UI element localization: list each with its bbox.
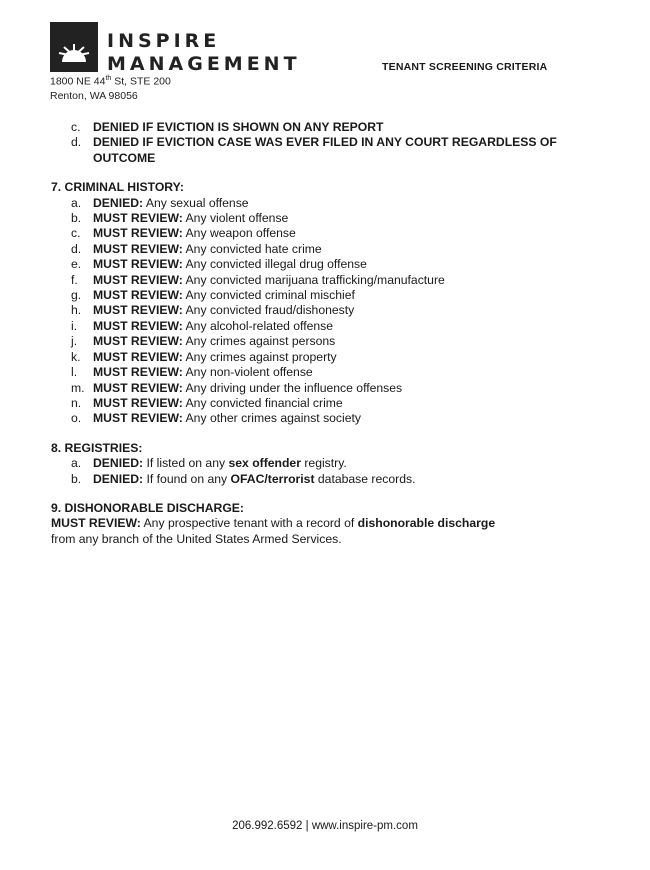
document-title: TENANT SCREENING CRITERIA bbox=[382, 61, 548, 73]
list-item: e. MUST REVIEW: Any convicted illegal drug offense bbox=[71, 257, 367, 272]
list-item: g. MUST REVIEW: Any convicted criminal mischief bbox=[71, 288, 355, 303]
list-item: k. MUST REVIEW: Any crimes against property bbox=[71, 349, 337, 364]
address-line2: Renton, WA 98056 bbox=[50, 90, 138, 102]
list-item: m. MUST REVIEW: Any driving under the influence offenses bbox=[71, 380, 403, 395]
criminal-history-list bbox=[51, 196, 611, 427]
dishonorable-discharge-heading: 9. DISHONORABLE DISCHARGE: bbox=[51, 500, 244, 515]
list-marker: d. bbox=[71, 135, 82, 150]
list-item: l. MUST REVIEW: Any non-violent offense bbox=[71, 365, 313, 380]
brand-name-line1: INSPIRE bbox=[107, 30, 221, 52]
registries-heading: 8. REGISTRIES: bbox=[51, 440, 143, 455]
list-item: a. DENIED: Any sexual offense bbox=[71, 195, 249, 210]
list-item: o. MUST REVIEW: Any other crimes against society bbox=[71, 411, 361, 426]
list-item: i. MUST REVIEW: Any alcohol-related offense bbox=[71, 318, 334, 333]
list-item: h. MUST REVIEW: Any convicted fraud/dishonesty bbox=[71, 303, 355, 318]
address-line1: 1800 NE 44th St, STE 200 bbox=[50, 75, 171, 88]
list-item: b. DENIED: If found on any OFAC/terrorist database records. bbox=[71, 471, 416, 486]
list-item: f. MUST REVIEW: Any convicted marijuana trafficking/manufacture bbox=[71, 272, 445, 287]
list-item: b. MUST REVIEW: Any violent offense bbox=[71, 211, 289, 226]
criminal-history-heading: 7. CRIMINAL HISTORY: bbox=[51, 180, 184, 195]
list-item: a. DENIED: If listed on any sex offender registry. bbox=[71, 456, 347, 471]
list-item: j. MUST REVIEW: Any crimes against persons bbox=[71, 334, 336, 349]
list-item: c. MUST REVIEW: Any weapon offense bbox=[71, 226, 296, 241]
dishonorable-discharge-text: MUST REVIEW: Any prospective tenant with a record of dishonorable discharge from any branch of the United States Armed Services. bbox=[51, 516, 496, 546]
list-marker: c. bbox=[71, 120, 81, 134]
list-item: n. MUST REVIEW: Any convicted financial crime bbox=[71, 395, 343, 410]
registries-list bbox=[51, 456, 611, 487]
list-item: d. MUST REVIEW: Any convicted hate crime bbox=[71, 241, 322, 256]
document-body bbox=[51, 120, 611, 547]
list-item: d. DENIED IF EVICTION CASE WAS EVER FILED IN ANY COURT REGARDLESS OF OUTCOME bbox=[71, 135, 557, 165]
brand-name-line2: MANAGEMENT bbox=[107, 53, 301, 75]
eviction-continued-list bbox=[51, 120, 611, 166]
list-item: c. DENIED IF EVICTION IS SHOWN ON ANY REPORT bbox=[71, 120, 384, 134]
logo-icon bbox=[50, 22, 98, 72]
footer-contact: 206.992.6592 | www.inspire-pm.com bbox=[232, 820, 418, 832]
